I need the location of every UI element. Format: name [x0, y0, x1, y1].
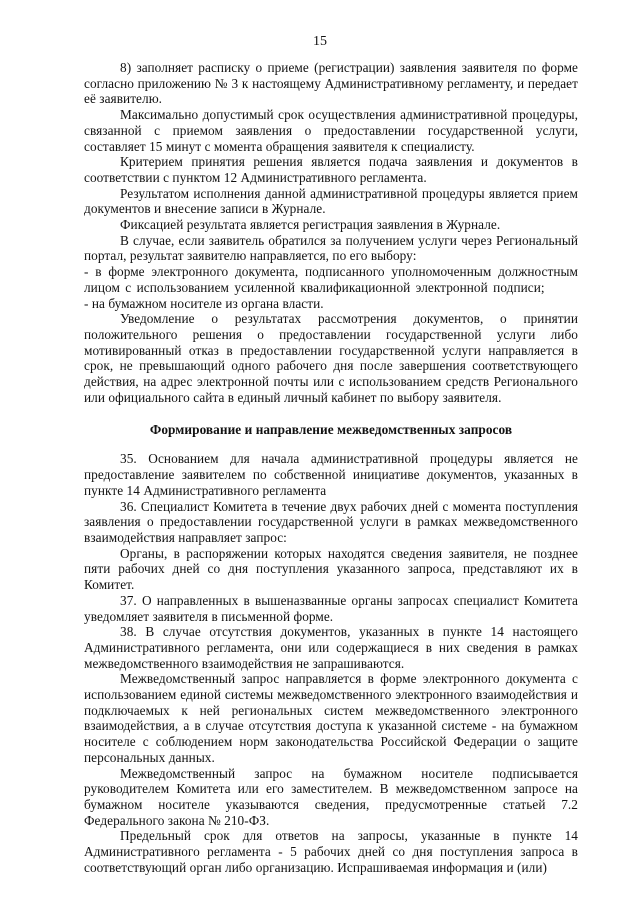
paragraph: В случае, если заявитель обратился за получением услуги через Региональный портал, результат заявителю направляется, по его выбору:: [84, 232, 578, 264]
paragraph: Межведомственный запрос направляется в форме электронного документа с использованием единой системы межведомственного электронного взаимодействия и подключаемых к ней региональных систем межведомственного электронного взаимодействия, а в случае отсутствия доступа к указанной системе - на бумажном носителе с соблюдением норм законодательства Российской Федерации о защите персональных данных.: [84, 671, 578, 765]
paragraph: Максимально допустимый срок осуществления административной процедуры, связанной с приемом заявления о предоставлении государственной услуги, составляет 15 минут с момента обращения заявителя к специалисту.: [84, 107, 578, 154]
paragraph: Результатом исполнения данной административной процедуры является прием документов и внесение записи в Журнале.: [84, 185, 578, 217]
section-heading: Формирование и направление межведомственных запросов: [149, 422, 513, 438]
paragraph: Предельный срок для ответов на запросы, указанные в пункте 14 Административного регламента - 5 рабочих дней со дня поступления запроса в соответствующий орган либо организацию. Испрашиваемая информация и (или): [84, 828, 578, 875]
paragraph: 35. Основанием для начала административной процедуры является не предоставление заявителем по собственной инициативе документов, указанных в пункте 14 Административного регламента: [84, 451, 578, 498]
page-number: 15: [313, 34, 327, 49]
paragraph: 8) заполняет расписку о приеме (регистрации) заявления заявителя по форме согласно приложению № 3 к настоящему Административному регламенту, и передает её заявителю.: [84, 60, 578, 107]
paragraph: 37. О направленных в вышеназванные органы запросах специалист Комитета уведомляет заявителя в письменной форме.: [84, 592, 578, 624]
paragraph: 38. В случае отсутствия документов, указанных в пункте 14 настоящего Административного регламента, они или содержащиеся в них сведения в рамках межведомственного взаимодействия не запрашиваются.: [84, 624, 578, 671]
paragraph: Критерием принятия решения является подача заявления и документов в соответствии с пунктом 12 Административного регламента.: [84, 154, 578, 185]
paragraph: Межведомственный запрос на бумажном носителе подписывается руководителем Комитета или его заместителем. В межведомственном запросе на бумажном носителе указываются сведения, предусмотренные статьей 7.2 Федерального закона № 210-ФЗ.: [84, 765, 578, 828]
dash-list-item: - в форме электронного документа, подписанного уполномоченным должностным лицом с использованием усиленной квалификационной электронной подписи;: [84, 264, 578, 295]
paragraph: Уведомление о результатах рассмотрения документов, о принятии положительного решения о предоставлении государственной услуги либо мотивированный отказ в предоставлении государственной услуги направляется в срок, не превышающий одного рабочего дня после завершения соответствующего действия, на адрес электронной почты или с использованием средств Регионального или официального сайта в единый личный кабинет по выбору заявителя.: [84, 311, 578, 405]
paragraph: Органы, в распоряжении которых находятся сведения заявителя, не позднее пяти рабочих дней со дня поступления указанного запроса, представляют их в Комитет.: [84, 545, 578, 593]
paragraph: 36. Специалист Комитета в течение двух рабочих дней с момента поступления заявления о предоставлении государственной услуги в рамках межведомственного взаимодействия направляет запрос:: [84, 498, 578, 545]
dash-list-item: - на бумажном носителе из органа власти.: [84, 295, 324, 311]
paragraph: Фиксацией результата является регистрация заявления в Журнале.: [120, 217, 501, 233]
page-body: [84, 60, 578, 875]
